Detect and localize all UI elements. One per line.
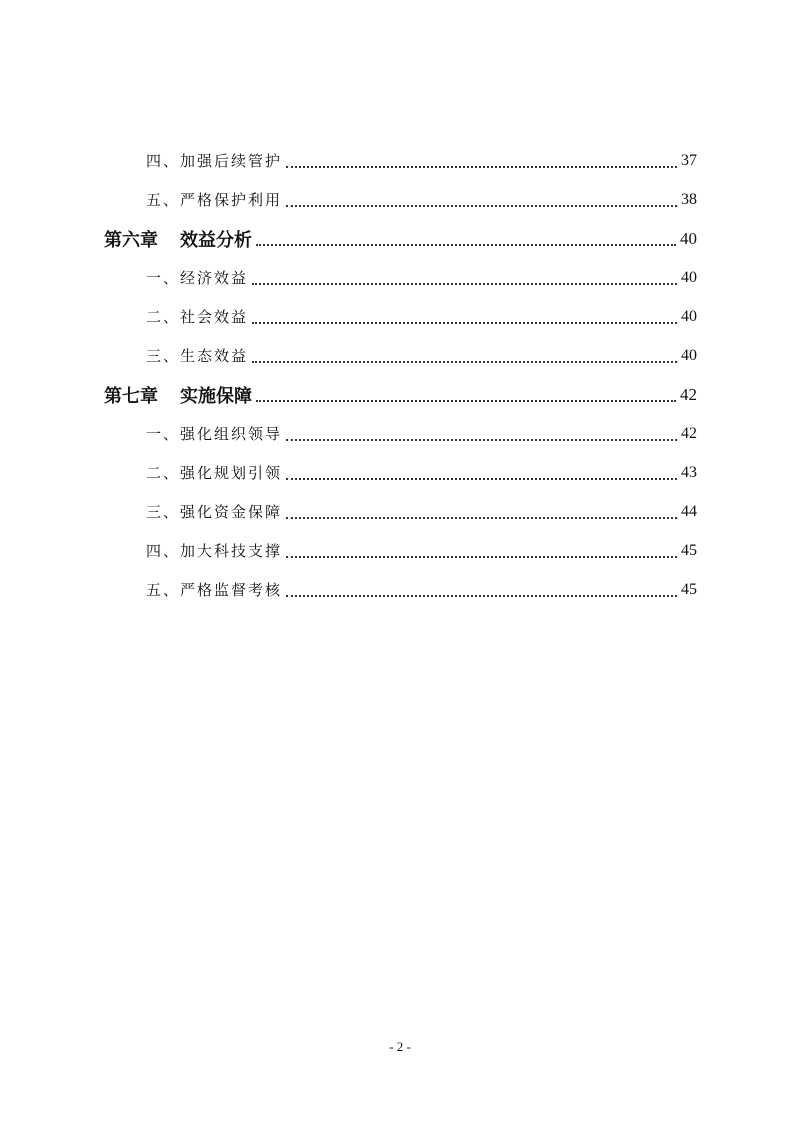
toc-page-number: 38 — [681, 190, 697, 208]
toc-page-number: 45 — [681, 580, 697, 598]
toc-section-label: 四、加大科技支撑 — [146, 542, 283, 560]
dot-leader — [286, 516, 677, 519]
toc-chapter-label — [104, 382, 252, 408]
toc-row-chapter[interactable] — [0, 375, 800, 414]
table-of-contents — [0, 141, 800, 609]
toc-page-number: 40 — [681, 346, 697, 364]
toc-row-section[interactable] — [0, 258, 800, 297]
toc-row-section[interactable] — [0, 141, 800, 180]
dot-leader — [286, 438, 677, 441]
toc-chapter-title: 实施保障 — [180, 385, 252, 407]
toc-row-section[interactable] — [0, 414, 800, 453]
toc-row-section[interactable] — [0, 492, 800, 531]
dot-leader — [286, 165, 677, 168]
toc-section-label: 二、强化规划引领 — [146, 464, 283, 482]
toc-page-number: 45 — [681, 541, 697, 559]
toc-chapter-title: 效益分析 — [180, 229, 252, 251]
toc-section-label: 四、加强后续管护 — [146, 152, 283, 170]
toc-page-number: 44 — [681, 502, 697, 520]
toc-row-section[interactable] — [0, 297, 800, 336]
toc-row-section[interactable] — [0, 453, 800, 492]
toc-section-label: 三、强化资金保障 — [146, 503, 283, 521]
dot-leader — [252, 321, 677, 324]
toc-row-section[interactable] — [0, 336, 800, 375]
dot-leader — [286, 594, 677, 597]
toc-row-section[interactable] — [0, 180, 800, 219]
toc-section-label: 五、严格监督考核 — [146, 581, 283, 599]
dot-leader — [286, 477, 677, 480]
toc-section-label: 五、严格保护利用 — [146, 191, 283, 209]
toc-page-number: 40 — [681, 268, 697, 286]
toc-row-chapter[interactable] — [0, 219, 800, 258]
toc-row-section[interactable] — [0, 531, 800, 570]
dot-leader — [252, 282, 677, 285]
dot-leader — [286, 204, 677, 207]
dot-leader — [286, 555, 677, 558]
toc-row-section[interactable] — [0, 570, 800, 609]
toc-page-number: 40 — [681, 307, 697, 325]
page-footer-number: - 2 - — [389, 1039, 411, 1054]
dot-leader — [252, 360, 677, 363]
dot-leader — [256, 399, 676, 402]
toc-section-label: 一、强化组织领导 — [146, 425, 283, 443]
toc-chapter-label — [104, 226, 252, 252]
toc-chapter-number: 第六章 — [104, 229, 158, 251]
toc-page-number: 40 — [680, 228, 697, 248]
toc-page-number: 43 — [681, 463, 697, 481]
toc-section-label: 三、生态效益 — [146, 347, 249, 365]
toc-page-number: 42 — [680, 384, 697, 404]
dot-leader — [256, 243, 676, 246]
toc-section-label: 二、社会效益 — [146, 308, 249, 326]
toc-chapter-number: 第七章 — [104, 385, 158, 407]
toc-page-number: 42 — [681, 424, 697, 442]
toc-section-label: 一、经济效益 — [146, 269, 249, 287]
toc-page-number: 37 — [681, 151, 697, 169]
